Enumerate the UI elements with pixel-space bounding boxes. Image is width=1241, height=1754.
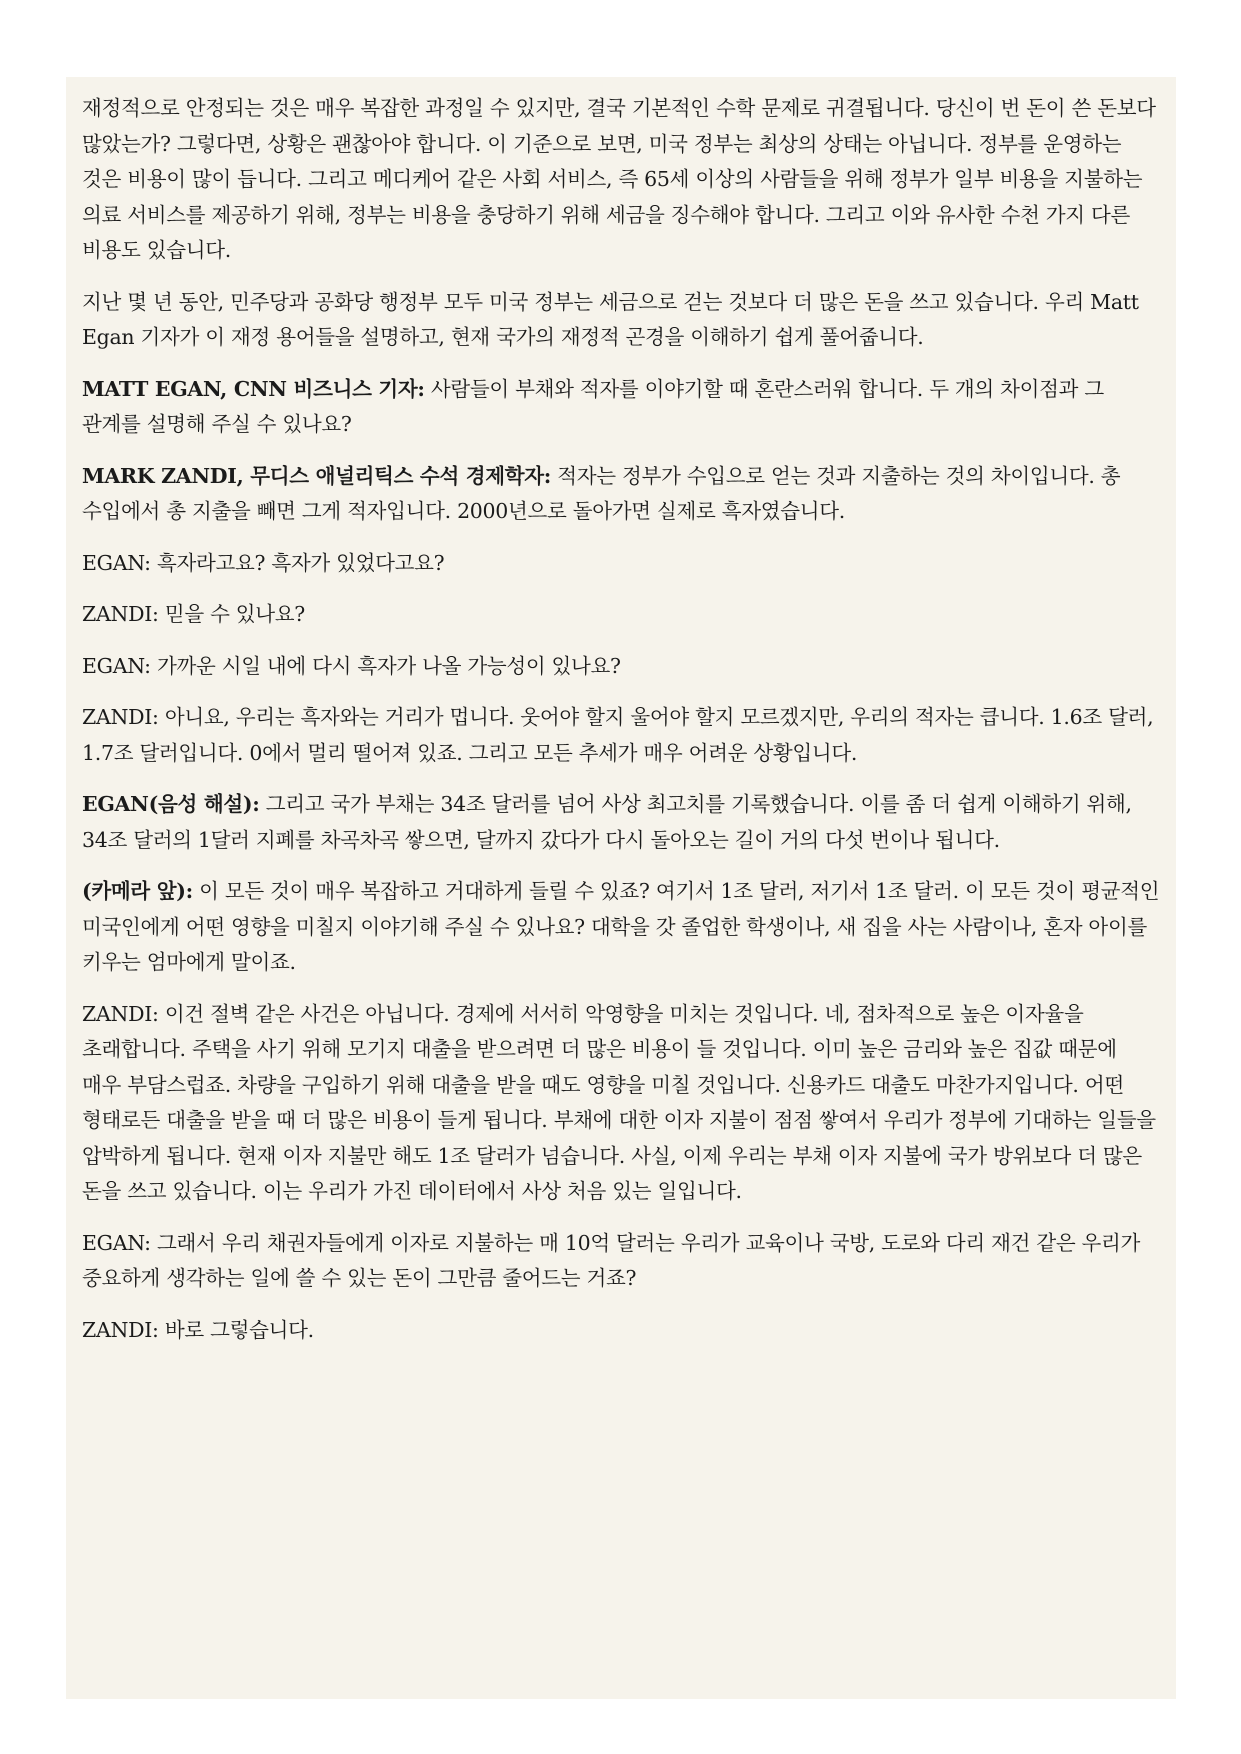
dialogue-text: 바로 그렇습니다. xyxy=(158,1317,314,1342)
dialogue-paragraph xyxy=(82,787,1160,858)
paragraph-intro-2 xyxy=(82,285,1160,356)
dialogue-paragraph xyxy=(82,649,1160,685)
dialogue-paragraph xyxy=(82,459,1160,530)
dialogue-text: 이건 절벽 같은 사건은 아닙니다. 경제에 서서히 악영향을 미치는 것입니다. 네, 점차적으로 높은 이자율을 초래합니다. 주택을 사기 위해 모기지 대출을 받으려면 더 많은 비용이 들 것입니다. 이미 높은 금리와 높은 집값 때문에 매우 부담스럽죠. 차량을 구입하기 위해 대출을 받을 때도 영향을 미칠 것입니다. 신용카드 대출도 마찬가지입니다. 어떤 형태로든 대출을 받을 때 더 많은 비용이 들게 됩니다. 부채에 대한 이자 지불이 점점 쌓여서 우리가 정부에 기대하는 일들을 압박하게 됩니다. 현재 이자 지불만 해도 1조 달러가 넘습니다. 사실, 이제 우리는 부채 이자 지불에 국가 방위보다 더 많은 돈을 쓰고 있습니다. 이는 우리가 가진 데이터에서 사상 처음 있는 일입니다. xyxy=(82,1001,1156,1203)
dialogue-paragraph xyxy=(82,1226,1160,1297)
dialogue-text: 가까운 시일 내에 다시 흑자가 나올 가능성이 있나요? xyxy=(150,653,621,678)
dialogue-text: 흑자라고요? 흑자가 있었다고요? xyxy=(150,550,445,575)
speaker-label: MARK ZANDI, 무디스 애널리틱스 수석 경제학자: xyxy=(82,463,552,488)
speaker-label: MATT EGAN, CNN 비즈니스 기자: xyxy=(82,376,425,401)
paragraph-text: 재정적으로 안정되는 것은 매우 복잡한 과정일 수 있지만, 결국 기본적인 수학 문제로 귀결됩니다. 당신이 번 돈이 쓴 돈보다 많았는가? 그렇다면, 상황은 괜찮아야 합니다. 이 기준으로 보면, 미국 정부는 최상의 상태는 아닙니다. 정부를 운영하는 것은 비용이 많이 듭니다. 그리고 메디케어 같은 사회 서비스, 즉 65세 이상의 사람들을 위해 정부가 일부 비용을 지불하는 의료 서비스를 제공하기 위해, 정부는 비용을 충당하기 위해 세금을 징수해야 합니다. 그리고 이와 유사한 수천 가지 다른 비용도 있습니다. xyxy=(82,96,1156,262)
dialogue-paragraph xyxy=(82,874,1160,981)
speaker-label: ZANDI: xyxy=(82,602,159,626)
speaker-label: (카메라 앞): xyxy=(82,879,193,903)
dialogue-text: 믿을 수 있나요? xyxy=(158,602,305,626)
dialogue-text: 그리고 국가 부채는 34조 달러를 넘어 사상 최고치를 기록했습니다. 이를 좀 더 쉽게 이해하기 위해, 34조 달러의 1달러 지폐를 차곡차곡 쌓으면, 달까지 갔다가 다시 돌아오는 길이 거의 다섯 번이나 됩니다. xyxy=(82,792,1132,852)
transcript-page xyxy=(66,77,1176,1699)
speaker-label: EGAN: xyxy=(82,1230,151,1255)
dialogue-text: 적자는 정부가 수입으로 얻는 것과 지출하는 것의 차이입니다. 총 수입에서 총 지출을 빼면 그게 적자입니다. 2000년으로 돌아가면 실제로 흑자였습니다. xyxy=(82,463,1121,523)
speaker-label: EGAN: xyxy=(82,653,151,678)
speaker-label: EGAN(음성 해설): xyxy=(82,792,260,816)
speaker-label: ZANDI: xyxy=(82,1317,159,1342)
dialogue-paragraph xyxy=(82,546,1160,582)
dialogue-text: 그래서 우리 채권자들에게 이자로 지불하는 매 10억 달러는 우리가 교육이나 국방, 도로와 다리 재건 같은 우리가 중요하게 생각하는 일에 쓸 수 있는 돈이 그만큼 줄어드는 거죠? xyxy=(82,1230,1141,1290)
dialogue-text: 이 모든 것이 매우 복잡하고 거대하게 들릴 수 있죠? 여기서 1조 달러, 저기서 1조 달러. 이 모든 것이 평균적인 미국인에게 어떤 영향을 미칠지 이야기해 주실 수 있나요? 대학을 갓 졸업한 학생이나, 새 집을 사는 사람이나, 혼자 아이를 키우는 엄마에게 말이죠. xyxy=(82,879,1160,974)
paragraph-intro-1 xyxy=(82,91,1160,269)
speaker-label: ZANDI: xyxy=(82,705,159,729)
speaker-label: EGAN: xyxy=(82,550,151,575)
dialogue-paragraph xyxy=(82,997,1160,1210)
dialogue-paragraph xyxy=(82,700,1160,771)
dialogue-text: 사람들이 부채와 적자를 이야기할 때 혼란스러워 합니다. 두 개의 차이점과 그 관계를 설명해 주실 수 있나요? xyxy=(82,376,1104,436)
dialogue-paragraph xyxy=(82,1313,1160,1349)
dialogue-paragraph xyxy=(82,597,1160,633)
dialogue-paragraph xyxy=(82,372,1160,443)
dialogue-text: 아니요, 우리는 흑자와는 거리가 멉니다. 웃어야 할지 울어야 할지 모르겠지만, 우리의 적자는 큽니다. 1.6조 달러, 1.7조 달러입니다. 0에서 멀리 떨어져 있죠. 그리고 모든 추세가 매우 어려운 상황입니다. xyxy=(82,705,1154,765)
paragraph-text: 지난 몇 년 동안, 민주당과 공화당 행정부 모두 미국 정부는 세금으로 걷는 것보다 더 많은 돈을 쓰고 있습니다. 우리 Matt Egan 기자가 이 재정 용어들을 설명하고, 현재 국가의 재정적 곤경을 이해하기 쉽게 풀어줍니다. xyxy=(82,289,1139,349)
speaker-label: ZANDI: xyxy=(82,1001,159,1026)
